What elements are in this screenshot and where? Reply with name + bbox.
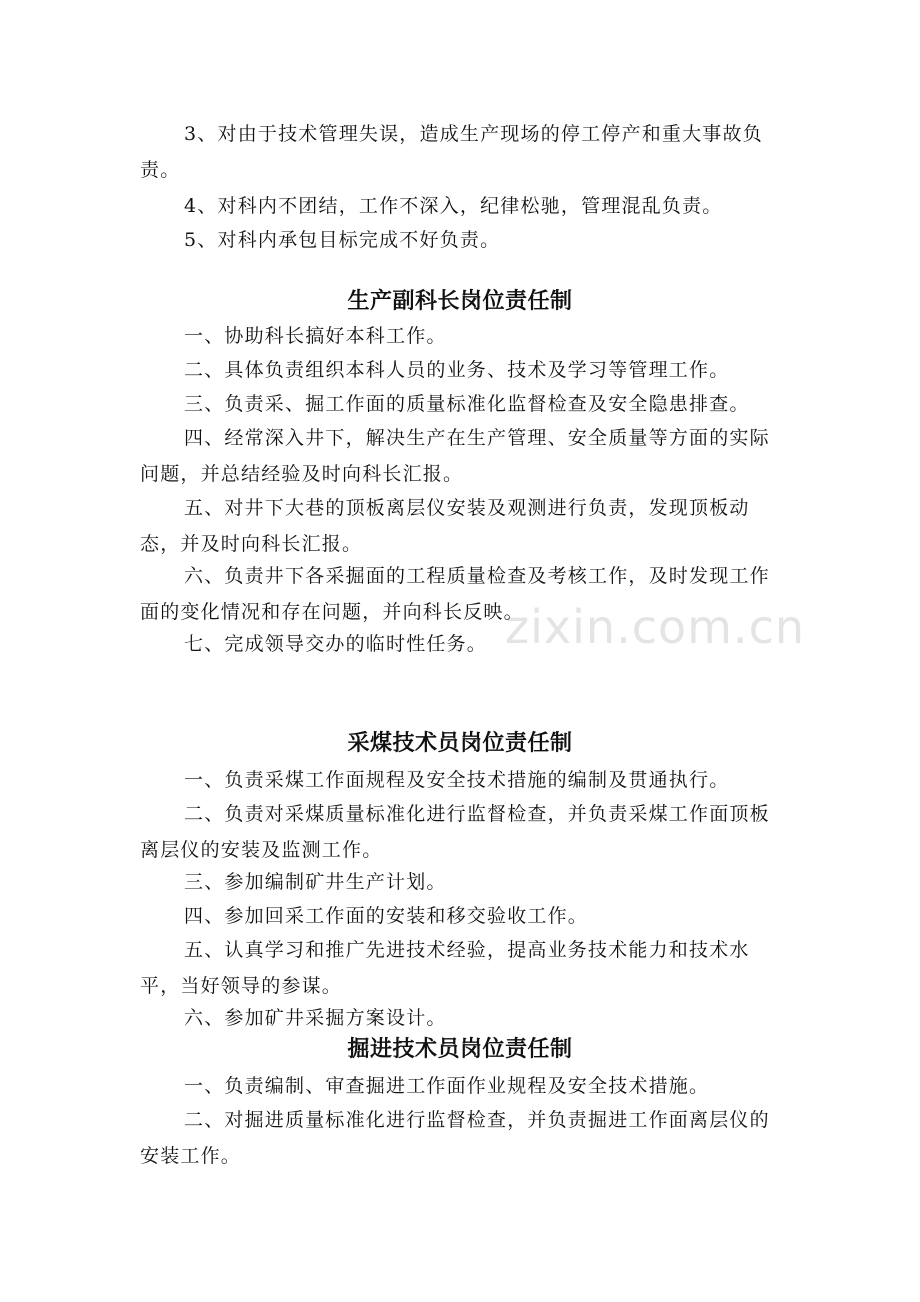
- paragraph-s1-item-4: 四、经常深入井下，解决生产在生产管理、安全质量等方面的实际问题，并总结经验及时向科长汇报。: [140, 427, 770, 485]
- paragraph-intro-3: 3、对由于技术管理失误，造成生产现场的停工停产和重大事故负责。: [140, 123, 763, 181]
- paragraph-s2-item-3: 三、参加编制矿井生产计划。: [184, 871, 447, 893]
- paragraph-s1-item-1: 一、协助科长搞好本科工作。: [184, 325, 447, 347]
- paragraph-s1-item-7: 七、完成领导交办的临时性任务。: [184, 633, 488, 655]
- paragraph-s1-item-2: 二、具体负责组织本科人员的业务、技术及学习等管理工作。: [184, 359, 730, 381]
- section-title-tunneling-technician: 掘进技术员岗位责任制: [347, 1037, 573, 1062]
- section-title-production-deputy: 生产副科长岗位责任制: [347, 289, 573, 314]
- paragraph-s3-item-2: 二、对掘进质量标准化进行监督检查，并负责掘进工作面离层仪的安装工作。: [140, 1109, 770, 1167]
- paragraph-s1-item-3: 三、负责采、掘工作面的质量标准化监督检查及安全隐患排查。: [184, 393, 750, 415]
- paragraph-intro-4: 4、对科内不团结，工作不深入，纪律松驰，管理混乱负责。: [184, 195, 723, 217]
- paragraph-s2-item-1: 一、负责采煤工作面规程及安全技术措施的编制及贯通执行。: [184, 769, 730, 791]
- paragraph-s1-item-6: 六、负责井下各采掘面的工程质量检查及考核工作，及时发现工作面的变化情况和存在问题，并向科长反映。: [140, 565, 770, 623]
- paragraph-s2-item-2: 二、负责对采煤质量标准化进行监督检查，并负责采煤工作面顶板离层仪的安装及监测工作。: [140, 803, 770, 861]
- section-title-mining-technician: 采煤技术员岗位责任制: [347, 731, 573, 756]
- paragraph-intro-5: 5、对科内承包目标完成不好负责。: [184, 229, 501, 251]
- paragraph-s2-item-5: 五、认真学习和推广先进技术经验，提高业务技术能力和技术水平，当好领导的参谋。: [140, 939, 750, 997]
- paragraph-s1-item-5: 五、对井下大巷的顶板离层仪安装及观测进行负责，发现顶板动态，并及时向科长汇报。: [140, 497, 750, 555]
- watermark: zixin.com.cn: [505, 600, 806, 654]
- paragraph-s2-item-6: 六、参加矿井采掘方案设计。: [184, 1007, 447, 1029]
- paragraph-s2-item-4: 四、参加回采工作面的安装和移交验收工作。: [184, 905, 589, 927]
- paragraph-s3-item-1: 一、负责编制、审查掘进工作面作业规程及安全技术措施。: [184, 1075, 710, 1097]
